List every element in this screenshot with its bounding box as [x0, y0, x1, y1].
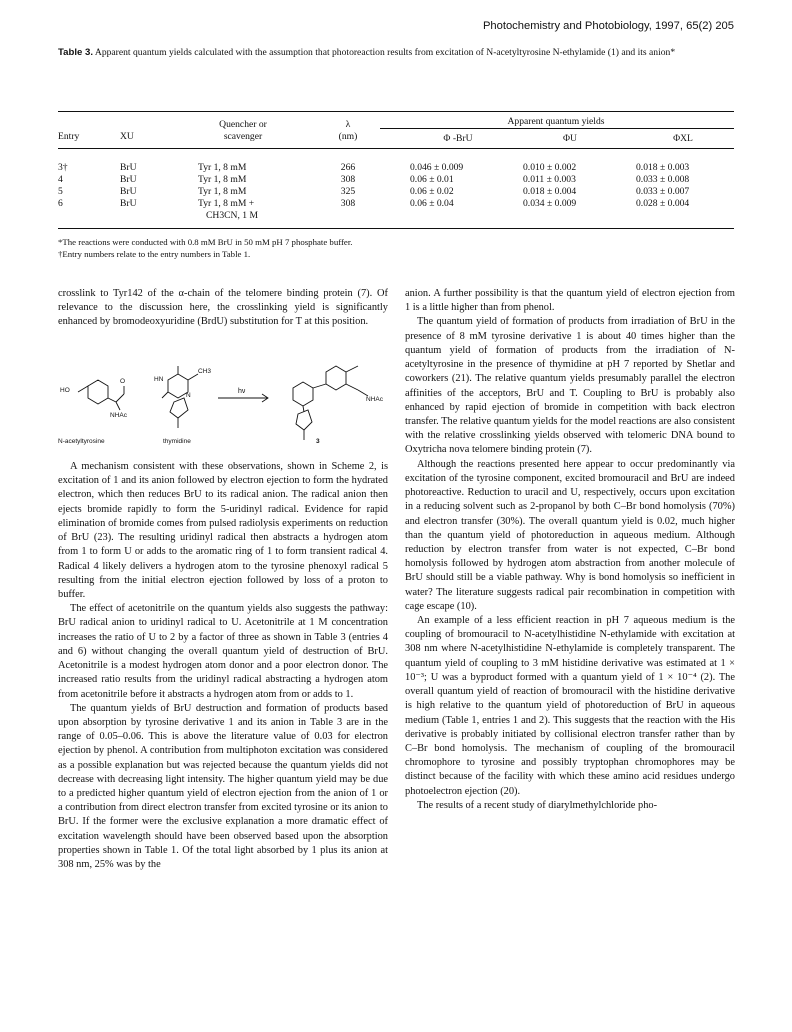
paragraph: The quantum yields of BrU destruction and formation of products based upon absorption by tyrosine derivative 1 and its anion in Table 3 are in the range of 0.05–0.06. This is above the literature value of 0.03 for electron ejection by phenol. A contribution from multiphoton excitation was considered as a possible explanation but was rejected because the quantum yields did not decrease with decreasing light intensity. The higher quantum yield may be due to a predicted higher quantum yield of electron ejection from the anion of 1 or a contribution from direct electron transfer from excited tyrosine or its anion to BrU. If the former were the exclusive explanation a more dramatic effect of excitation wavelength should have been observed based upon the absorption properties shown in Table 1. Of the total light absorbed by 1 plus its anion at 308 nm, 25% was by the	[58, 702, 388, 871]
label-compound-3: 3	[316, 438, 320, 445]
label-ho: HO	[60, 387, 70, 394]
header-phi-bru: Φ -BrU	[443, 133, 473, 144]
running-head: Photochemistry and Photobiology, 1997, 65(2) 205	[482, 20, 734, 32]
table-caption-label: Table 3.	[58, 47, 94, 58]
paragraph: crosslink to Tyr142 of the α-chain of the telomere binding protein (7). Of relevance to the discussion here, the crosslinking yield is significantly enhanced by bromodeoxyuridine (BrdU) substitution for T at this position.	[58, 288, 388, 328]
table-header-rule	[58, 148, 734, 149]
cell-quencher: Tyr 1, 8 mM	[198, 186, 247, 197]
cell-phi-bru: 0.046 ± 0.009	[410, 162, 464, 173]
cell-phi-xl: 0.033 ± 0.007	[636, 186, 690, 197]
cell-quencher: Tyr 1, 8 mM	[198, 174, 247, 185]
cell-quencher-cont: CH3CN, 1 M	[206, 210, 258, 221]
header-entry: Entry	[58, 131, 80, 142]
header-phi-xl: ΦXL	[673, 133, 693, 144]
label-nhac-product: NHAc	[366, 396, 383, 403]
cell-phi-bru: 0.06 ± 0.02	[410, 186, 454, 197]
cell-phi-u: 0.011 ± 0.003	[523, 174, 576, 185]
header-quencher-2: scavenger	[223, 131, 263, 142]
header-phi-u: ΦU	[563, 133, 577, 144]
benzene-ring-shape	[88, 380, 108, 404]
cell-lambda: 325	[340, 186, 356, 197]
header-lambda-2: (nm)	[338, 131, 358, 142]
cell-phi-u: 0.010 ± 0.002	[523, 162, 577, 173]
cell-phi-u: 0.034 ± 0.009	[523, 198, 577, 209]
cell-phi-xl: 0.028 ± 0.004	[636, 198, 690, 209]
cell-lambda: 308	[340, 198, 356, 209]
table-footnotes	[58, 237, 734, 260]
paragraph: Although the reactions presented here appear to occur predominantly via excitation of the tyrosine component, excited bromouracil and BrU are indeed photoreactive. Reduction to uracil and U, respectively, occurs upon excitation in a reducing solvent such as 2-propanol by both C–Br bond homolysis (70%) and electron transfer (30%). The overall quantum yield is 0.02, much higher than the quantum yield of photoreduction in aqueous medium. Although reduction by electron transfer from water is not expected, C–Br bond homolysis followed by hydrogen atom abstraction from another molecule of BrU should still be a viable pathway. Why is bond homolysis so inefficient in water? The literature suggests radical pair recombination in competition with cage escape (10).	[405, 458, 735, 612]
table-caption	[58, 47, 734, 59]
cell-phi-xl: 0.033 ± 0.008	[636, 174, 690, 185]
right-column	[405, 287, 735, 813]
table-caption-text: Apparent quantum yields calculated with the assumption that photoreaction results from excitation of N-acetyltyrosine N-ethylamide (1) and its anion*	[94, 47, 676, 58]
cell-entry: 4	[58, 174, 63, 185]
cell-xu: BrU	[120, 174, 137, 185]
cell-phi-bru: 0.06 ± 0.04	[410, 198, 454, 209]
label-n: N	[186, 392, 191, 399]
paragraph: An example of a less efficient reaction in pH 7 aqueous medium is the coupling of bromouracil to N-acetylhistidine N-ethylamide with excitation at 308 nm where N-acetylhistidine N-ethylamide is completely transparent. The quantum yield of coupling to 3 mM histidine derivative was estimated at 1 × 10⁻³; U was a byproduct formed with a quantum yield of 1 × 10⁻⁴ (2). The overall quantum yield of reaction of bromouracil with the histidine derivative is high relative to the quantum yield of photoreduction of BrU in aqueous medium (Table 1, entries 1 and 2). This suggests that the reaction with the His derivative is probably initiated by collisional electron transfer rather than by C–Br bond homolysis. The mechanism of coupling of the bromouracil chromophore to tyrosine and possibly tryptophan chromophores may be distinct because of the facility with which these amino acid residues undergo photoelectron ejection (20).	[405, 615, 735, 797]
label-hn: HN	[154, 376, 164, 383]
label-nhac: NHAc	[110, 412, 127, 419]
cell-lambda: 308	[340, 174, 356, 185]
cell-xu: BrU	[120, 198, 137, 209]
header-quencher-1: Quencher or	[219, 119, 267, 130]
table-bottom-rule	[58, 228, 734, 229]
reaction-scheme	[58, 356, 396, 452]
cell-quencher: Tyr 1, 8 mM	[198, 162, 247, 173]
paragraph: The effect of acetonitrile on the quantum yields also suggests the pathway: BrU radical anion to uridinyl radical to U. Acetonitrile at 1 M concentration increases the ratio of U to 2 by a factor of three as shown in Table 3 (entries 4 and 6) without changing the overall quantum yield of destruction of BrU. Acetonitrile is a modest hydrogen atom donor and a poor electron donor. The increased ratio results from the uridinyl radical abstracting a hydrogen atom from acetonitrile before it abstracts a hydrogen atom from or adds to 1.	[58, 603, 388, 700]
cell-entry: 6	[58, 198, 63, 209]
cell-xu: BrU	[120, 162, 137, 173]
cell-lambda: 266	[340, 162, 356, 173]
results-table	[58, 98, 734, 238]
cell-phi-bru: 0.06 ± 0.01	[410, 174, 454, 185]
scheme-drawing	[58, 356, 396, 452]
label-thymidine: thymidine	[163, 438, 191, 445]
cell-xu: BrU	[120, 186, 137, 197]
footnote-1: *The reactions were conducted with 0.8 mM BrU in 50 mM pH 7 phosphate buffer.	[58, 237, 353, 247]
paragraph: The results of a recent study of diarylmethylchloride pho-	[417, 799, 658, 811]
label-acetyltyrosine: N-acetyltyrosine	[58, 438, 105, 445]
paragraph: A mechanism consistent with these observations, shown in Scheme 2, is excitation of 1 and its anion followed by electron ejection to form the hydrated electron, which then reduces BrU to its radical anion. The radical anion then ejects bromide rapidly to form the 5-uridinyl radical. Evidence for rapid elimination of bromide comes from pulsed radiolysis experiments on reduction of BrU (23). The resulting uridinyl radical then abstracts a hydrogen atom from 1 to form U or adds to the aromatic ring of 1 to form transient radical 4. Radical 4 likely delivers a hydrogen atom to the tyrosine phenoxyl radical 5 resulting from the initial electron ejection followed by loss of a proton to buffer.	[58, 461, 388, 600]
label-o: O	[120, 378, 126, 385]
cell-entry: 3†	[58, 162, 68, 173]
cell-phi-xl: 0.018 ± 0.003	[636, 162, 690, 173]
table-top-rule	[58, 111, 734, 112]
header-lambda-1: λ	[345, 119, 351, 130]
footnote-2: †Entry numbers relate to the entry numbers in Table 1.	[58, 248, 251, 259]
cell-quencher: Tyr 1, 8 mM +	[198, 198, 255, 209]
left-column-body	[58, 460, 388, 872]
header-xu: XU	[120, 131, 134, 142]
left-column-top	[58, 287, 388, 330]
label-hv: hν	[238, 388, 246, 395]
cell-entry: 5	[58, 186, 63, 197]
label-ch3: CH3	[198, 368, 212, 375]
paragraph: anion. A further possibility is that the quantum yield of electron ejection from 1 is a little higher than from phenol.	[405, 288, 735, 314]
cell-phi-u: 0.018 ± 0.004	[523, 186, 577, 197]
header-group: Apparent quantum yields	[507, 116, 605, 127]
group-rule	[380, 128, 734, 129]
paragraph: The quantum yield of formation of products from irradiation of BrU in the presence of 8 mM tyrosine derivative 1 is about 40 times higher than the quantum yield of formation of products from the irradiation of N-acetyltyrosine in the presence of thymidine at pH 7 reported by Shetlar and coworkers (21). The relative quantum yields presumably parallel the electron affinities of the acceptors, BrU and T. Coupling to BrU is probably also enhanced by rapid ejection of bromide in competition with back electron transfer. The relative quantum yields for the model reactions are also consistent with the relative crosslinking yields observed with telomeric DNA bound to Oxytricha nova telomere binding protein (7).	[405, 316, 735, 456]
